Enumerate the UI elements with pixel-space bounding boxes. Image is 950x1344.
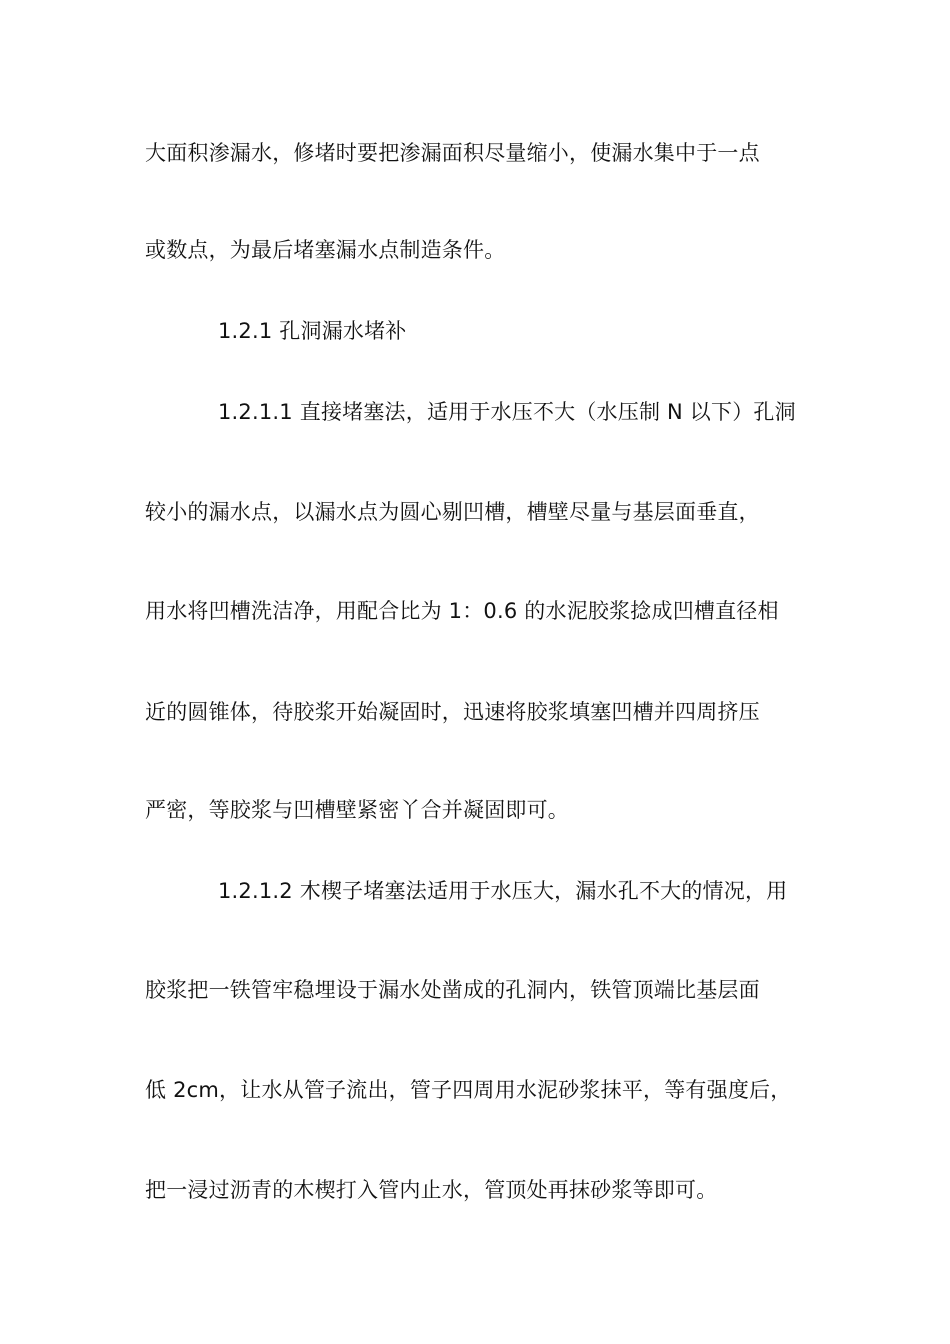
body-text-line: 低 2cm，让水从管子流出，管子四周用水泥砂浆抹平，等有强度后， [145,1078,792,1102]
body-text-line: 大面积渗漏水，修堵时要把渗漏面积尽量缩小，使漏水集中于一点 [145,141,760,165]
section-heading: 1.2.1 孔洞漏水堵补 [218,319,407,343]
body-text-line: 或数点，为最后堵塞漏水点制造条件。 [145,238,506,262]
body-text-line: 近的圆锥体，待胶浆开始凝固时，迅速将胶浆填塞凹槽并四周挤压 [145,700,760,724]
subsection-heading-line: 1.2.1.2 木楔子堵塞法适用于水压大，漏水孔不大的情况，用 [218,879,788,903]
body-text-line: 把一浸过沥青的木楔打入管内止水，管顶处再抹砂浆等即可。 [145,1178,718,1202]
body-text-line: 严密，等胶浆与凹槽壁紧密丫合并凝固即可。 [145,798,569,822]
body-text-line: 用水将凹槽洗洁净，用配合比为 1：0.6 的水泥胶浆捻成凹槽直径相 [145,599,779,623]
subsection-heading-line: 1.2.1.1 直接堵塞法，适用于水压不大（水压制 N 以下）孔洞 [218,400,796,424]
body-text-line: 较小的漏水点，以漏水点为圆心剔凹槽，槽壁尽量与基层面垂直， [145,500,760,524]
body-text-line: 胶浆把一铁管牢稳埋设于漏水处凿成的孔洞内，铁管顶端比基层面 [145,978,760,1002]
